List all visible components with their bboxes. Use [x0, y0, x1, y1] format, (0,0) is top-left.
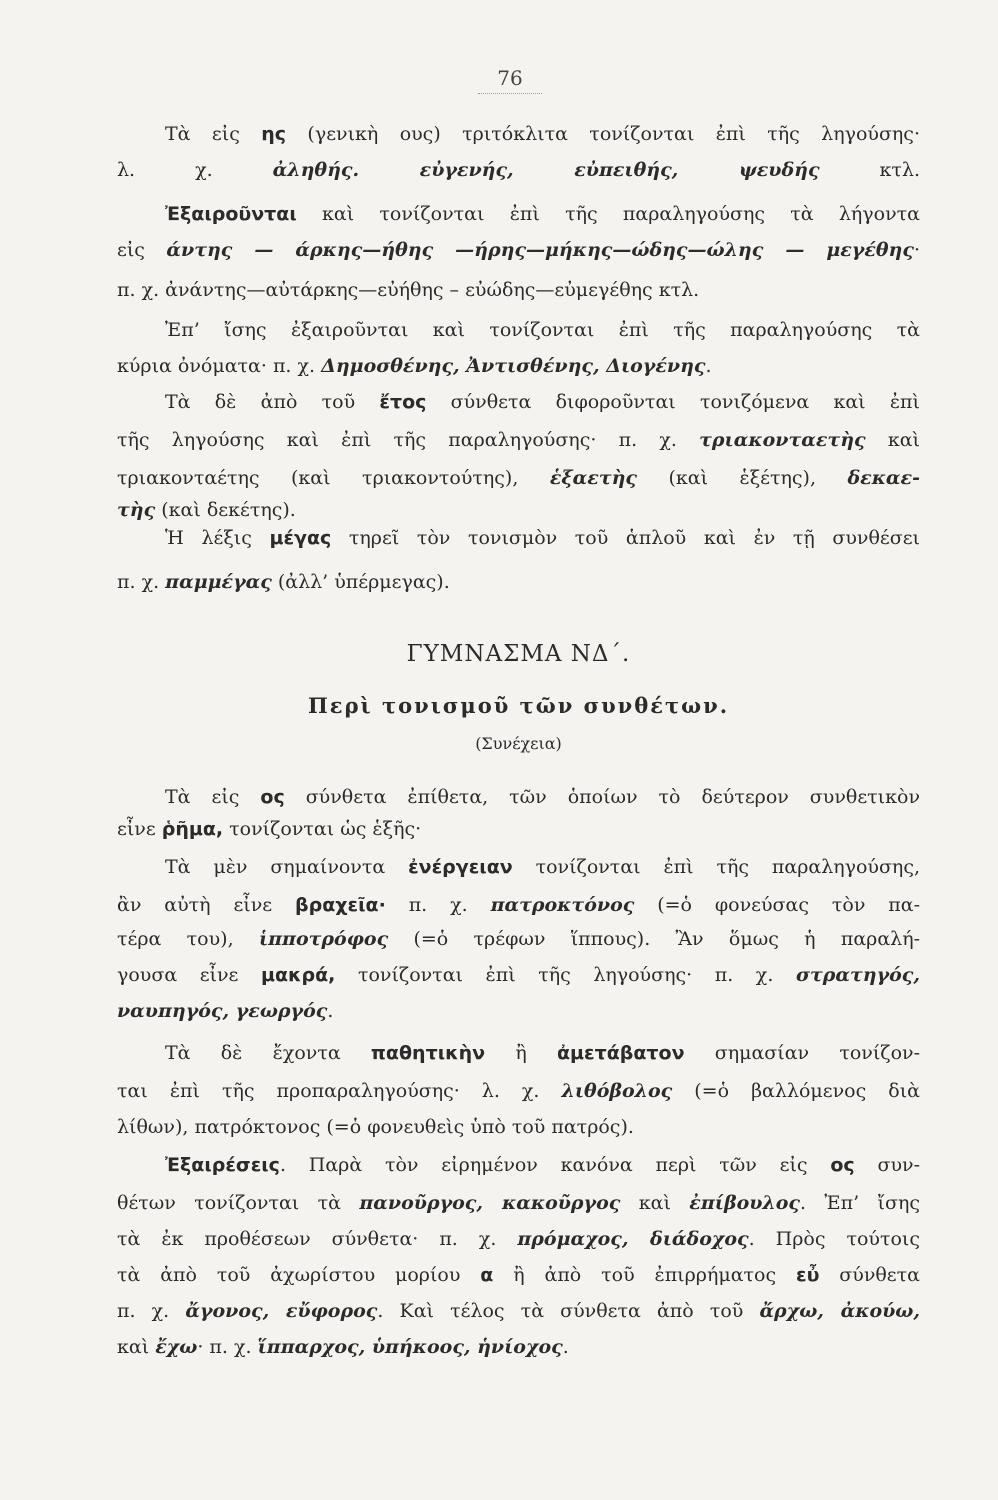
text-run: θέτων τονίζονται τὰ [117, 1192, 360, 1214]
text-run: τονίζονται ὡς ἑξῆς· [223, 818, 422, 840]
emphasized-term: παμμέγας [165, 571, 272, 593]
text-line [117, 315, 920, 345]
emphasized-term: μακρά, [260, 964, 336, 986]
text-run: καὶ [117, 1336, 156, 1358]
text-run: ἂν αὐτὴ εἶνε [117, 894, 296, 916]
emphasized-term: ἔχω [155, 1336, 198, 1358]
emphasized-term: ῥῆμα, [161, 818, 224, 840]
text-line [117, 890, 920, 920]
text-run: (=ὁ τρέφων ἵππους). Ἂν ὅμως ἡ παραλή- [388, 928, 920, 950]
text-run: λίθων), πατρόκτονος (=ὁ φονευθεὶς ὑπὸ τοῦ πατρός). [117, 1116, 634, 1138]
text-line [117, 924, 920, 954]
emphasized-term: δεκαε- [847, 467, 920, 489]
text-line [117, 351, 920, 381]
text-run: τονίζονται ἐπὶ τῆς ληγούσης· π. χ. [335, 964, 796, 986]
text-line [117, 1150, 920, 1180]
text-run: συν- [854, 1154, 920, 1176]
text-run: καὶ [620, 1192, 690, 1214]
text-line [117, 1038, 920, 1068]
text-run: . [327, 1000, 334, 1022]
text-run: Τὰ μὲν σημαίνοντα [165, 856, 409, 878]
text-line [117, 960, 920, 990]
emphasized-term: λιθόβολος [561, 1080, 673, 1102]
emphasized-term: α [480, 1264, 494, 1286]
text-run: γουσα εἶνε [117, 964, 261, 986]
text-run: ἢ [485, 1042, 557, 1064]
emphasized-term: εὖ [796, 1264, 820, 1286]
emphasized-term: ος [260, 786, 285, 808]
text-line [117, 1296, 920, 1326]
text-run: καὶ [865, 429, 920, 451]
text-run: . Πρὸς τούτοις [748, 1228, 920, 1250]
emphasized-term: Ἐξαιρέσεις [165, 1154, 280, 1176]
text-run: Τὰ δὲ ἀπὸ τοῦ [165, 391, 380, 413]
text-line [117, 1332, 920, 1362]
text-run: . [562, 1336, 569, 1358]
emphasized-term: πρόμαχος, διάδοχος [517, 1228, 749, 1250]
text-run: · [913, 239, 920, 261]
text-line [117, 1224, 920, 1254]
text-line [117, 119, 920, 149]
text-line [117, 387, 920, 417]
text-line [117, 1076, 920, 1106]
text-run: . Ἐπ’ ἴσης [800, 1192, 920, 1214]
text-run: Τὰ εἰς [165, 786, 261, 808]
text-run: κύρια ὀνόματα· π. χ. [117, 355, 322, 377]
text-run: π. χ. ἀνάντης—αὐτάρκης—εὐήθης – εὐώδης—εὐμεγέθης κτλ. [117, 279, 700, 301]
text-run: κτλ. [819, 159, 920, 181]
text-line [117, 852, 920, 882]
exercise-title: Περὶ τονισμοῦ τῶν συνθέτων. [307, 693, 730, 718]
text-run: ται ἐπὶ τῆς προπαραληγούσης· λ. χ. [117, 1080, 562, 1102]
exercise-subtitle: (Συνέχεια) [475, 734, 562, 753]
emphasized-term: ἀληθής. εὐγενής, εὐπειθής, ψευδής [272, 159, 820, 181]
emphasized-term: ἐνέργειαν [408, 856, 513, 878]
text-run: . Καὶ τέλος τὰ σύνθετα ἀπὸ τοῦ [377, 1300, 760, 1322]
exercise-header [117, 637, 920, 757]
text-run: τῆς ληγούσης καὶ ἐπὶ τῆς παραληγούσης· π. χ. [117, 429, 700, 451]
emphasized-term: ἄγονος, εὔφορος [185, 1300, 378, 1322]
upper-text-block [117, 119, 920, 599]
text-line [117, 463, 920, 493]
text-line [117, 1112, 920, 1142]
text-line [117, 425, 920, 455]
text-line [117, 155, 920, 185]
emphasized-term: μέγας [269, 527, 332, 549]
emphasized-term: Δημοσθένης, Ἀντισθένης, Διογένης [321, 355, 706, 377]
text-run: (=ὁ βαλλόμενος διὰ [672, 1080, 920, 1102]
lower-text-block [117, 782, 920, 1362]
text-run: τέρα του), [117, 928, 259, 950]
emphasized-term: παθητικὴν [370, 1042, 486, 1064]
emphasized-term: τριακονταετὴς [699, 429, 866, 451]
text-run: σύνθετα ἐπίθετα, τῶν ὁποίων τὸ δεύτερον συνθετικὸν [284, 786, 920, 808]
text-line [117, 996, 920, 1026]
text-line [117, 1188, 920, 1218]
emphasized-term: πανοῦργος, κακοῦργος [359, 1192, 621, 1214]
emphasized-term: ἐπίβουλος [689, 1192, 800, 1214]
text-run: . Παρὰ τὸν εἰρημένον κανόνα περὶ τῶν εἰς [279, 1154, 831, 1176]
text-run: σημασίαν τονίζον- [684, 1042, 920, 1064]
emphasized-term: ἀμετάβατον [556, 1042, 685, 1064]
text-run: σύνθετα [819, 1264, 920, 1286]
text-run: Ἡ λέξις [165, 527, 270, 549]
text-run: Ἐπ’ ἴσης ἐξαιροῦνται καὶ τονίζονται ἐπὶ τῆς παραληγούσης τὰ [165, 319, 920, 341]
emphasized-term: ης [261, 123, 287, 145]
emphasized-term: Ἐξαιροῦνται [165, 203, 297, 225]
emphasized-term: βραχεῖα· [295, 894, 386, 916]
text-run: τριακονταέτης (καὶ τριακοντούτης), [117, 467, 550, 489]
emphasized-term: ἱπποτρόφος [258, 928, 389, 950]
text-run: Τὰ εἰς [165, 123, 262, 145]
text-run: τὰ ἀπὸ τοῦ ἀχωρίστου μορίου [117, 1264, 481, 1286]
text-line [117, 275, 920, 305]
text-run: (καὶ δεκέτης). [155, 499, 296, 521]
emphasized-term: τὴς [117, 499, 156, 521]
emphasized-term: ἔτος [379, 391, 427, 413]
emphasized-term: ος [830, 1154, 855, 1176]
text-run: · π. χ. [197, 1336, 258, 1358]
text-run: (γενικὴ ους) τριτόκλιτα τονίζονται ἐπὶ τῆς ληγούσης· [286, 123, 920, 145]
text-run: π. χ. [385, 894, 491, 916]
text-run: ἢ ἀπὸ τοῦ ἐπιρρήματος [493, 1264, 796, 1286]
text-line [117, 782, 920, 812]
text-line [117, 567, 920, 597]
text-run: . [705, 355, 712, 377]
text-line [117, 523, 920, 553]
emphasized-term: ἑξαετὴς [549, 467, 637, 489]
text-run: (καὶ ἑξέτης), [637, 467, 848, 489]
text-line [117, 199, 920, 229]
text-run: (ἀλλ’ ὑπέρμεγας). [271, 571, 450, 593]
text-line [117, 1260, 920, 1290]
emphasized-term: άντης — άρκης—ήθης —ήρης—μήκης—ώδης—ώλης — μεγέθης [166, 239, 914, 261]
text-run: καὶ τονίζονται ἐπὶ τῆς παραληγούσης τὰ λήγοντα [296, 203, 920, 225]
page-number: 76 [478, 66, 542, 94]
text-run: π. χ. [117, 1300, 186, 1322]
text-run: λ. χ. [117, 159, 273, 181]
text-line [117, 235, 920, 265]
emphasized-term: στρατηγός, [795, 964, 920, 986]
text-line [117, 814, 920, 844]
text-run: π. χ. [117, 571, 166, 593]
text-line [117, 495, 920, 525]
text-run: εἶνε [117, 818, 162, 840]
text-run: (=ὁ φονεύσας τὸν πα- [634, 894, 920, 916]
exercise-heading: ΓΥΜΝΑΣΜΑ ΝΔ΄. [406, 641, 631, 667]
text-run: Τὰ δὲ ἔχοντα [165, 1042, 371, 1064]
text-run: εἰς [117, 239, 167, 261]
text-run: τὰ ἐκ προθέσεων σύνθετα· π. χ. [117, 1228, 518, 1250]
emphasized-term: ἄρχω, ἀκούω, [759, 1300, 920, 1322]
emphasized-term: πατροκτόνος [490, 894, 635, 916]
text-run: τονίζονται ἐπὶ τῆς παραληγούσης, [512, 856, 920, 878]
text-run: σύνθετα διφοροῦνται τονιζόμενα καὶ ἐπὶ [426, 391, 920, 413]
emphasized-term: ναυπηγός, γεωργός [117, 1000, 328, 1022]
emphasized-term: ἵππαρχος, ὑπήκοος, ἡνίοχος [257, 1336, 563, 1358]
text-run: τηρεῖ τὸν τονισμὸν τοῦ ἁπλοῦ καὶ ἐν τῇ συνθέσει [331, 527, 920, 549]
